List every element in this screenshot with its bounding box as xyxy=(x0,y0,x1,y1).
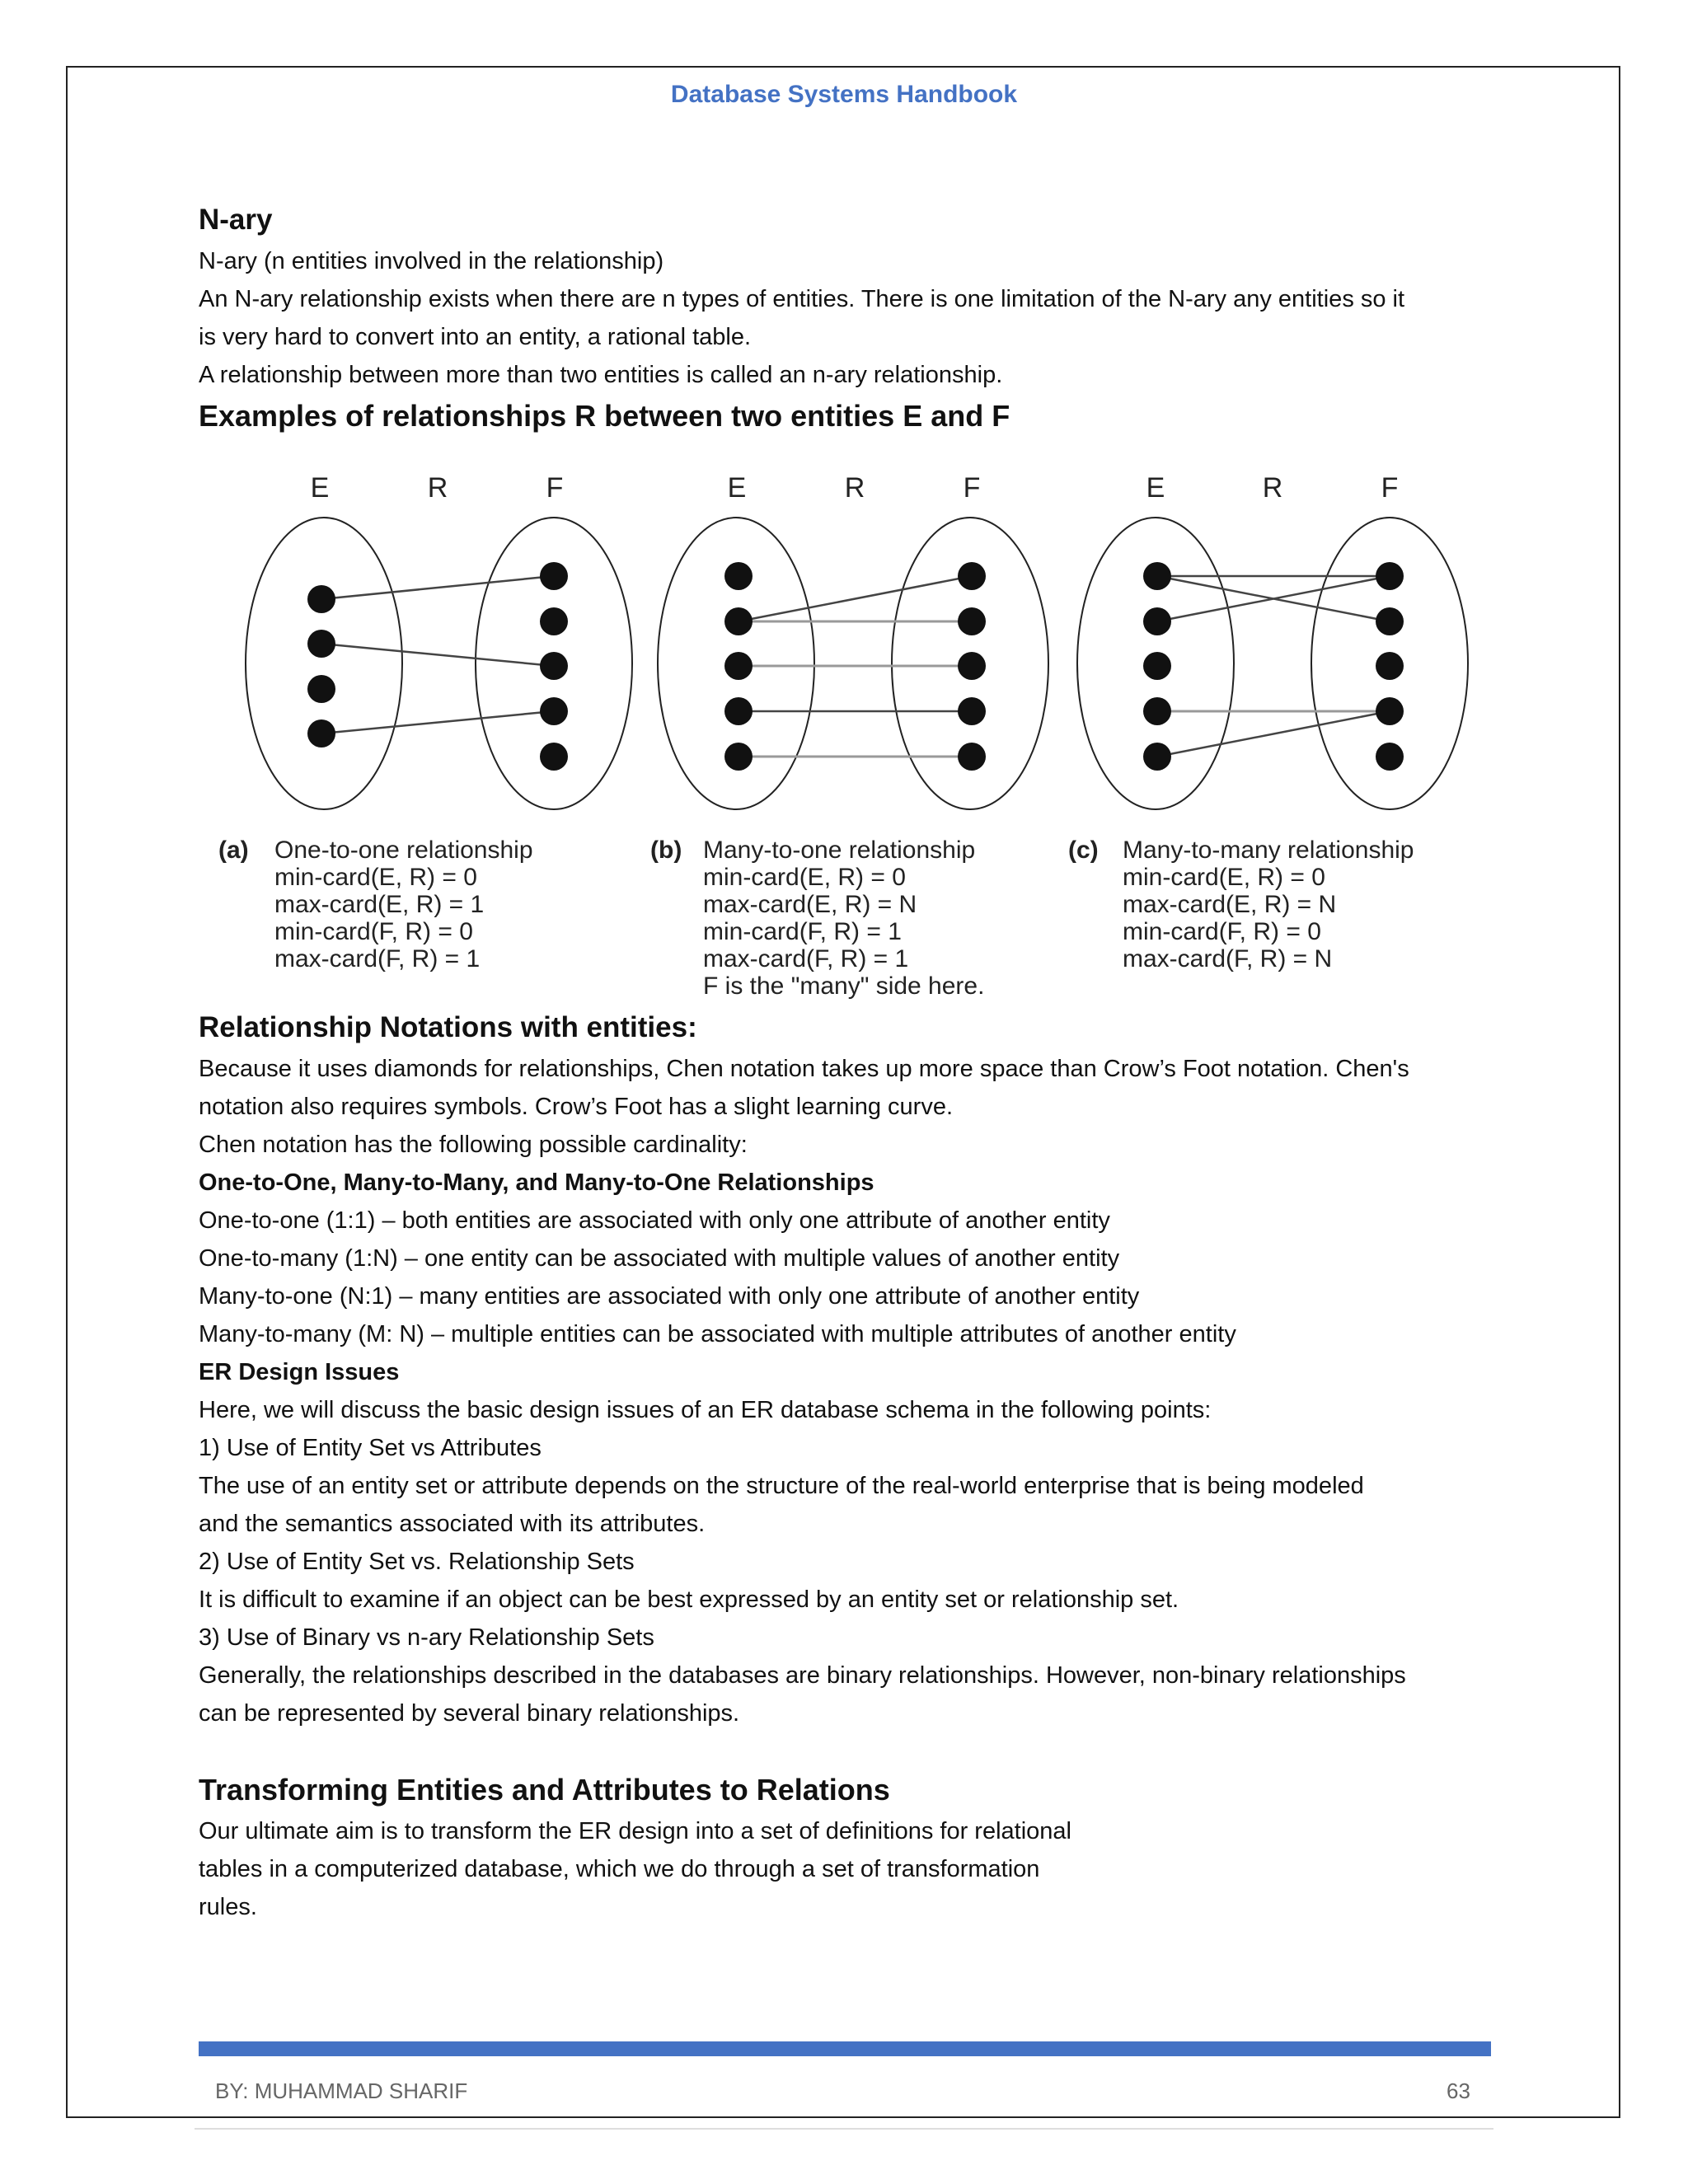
relationship-diagram xyxy=(199,458,1493,1002)
cardinality-line: Many-to-many (M: N) – multiple entities can be associated with multiple attributes of another entity xyxy=(199,1321,1236,1347)
panel-c xyxy=(1068,472,1468,972)
design-line: 2) Use of Entity Set vs. Relationship Sets xyxy=(199,1549,635,1575)
notations-line: Chen notation has the following possible cardinality: xyxy=(199,1132,748,1158)
caption-line: F is the "many" side here. xyxy=(703,972,985,1000)
caption-line: Many-to-one relationship xyxy=(703,837,976,864)
nary-heading: N-ary xyxy=(199,204,273,236)
entity-dot xyxy=(540,697,568,725)
entity-dot xyxy=(307,630,335,658)
relationship-line xyxy=(738,576,972,621)
examples-heading: Examples of relationships R between two entities E and F xyxy=(199,399,1010,433)
label-f: F xyxy=(546,472,564,504)
caption-line: min-card(F, R) = 0 xyxy=(1123,918,1321,945)
notations-line: notation also requires symbols. Crow’s Foot has a slight learning curve. xyxy=(199,1094,954,1120)
entity-e-ellipse xyxy=(246,518,402,809)
entity-dot xyxy=(724,743,753,771)
caption-line: max-card(F, R) = N xyxy=(1123,945,1333,972)
entity-dot xyxy=(1143,743,1171,771)
entity-dot xyxy=(540,607,568,635)
design-line: Generally, the relationships described in the databases are binary relationships. However, non-binary relationships xyxy=(199,1662,1406,1689)
entity-dot xyxy=(958,743,986,771)
nary-line: N-ary (n entities involved in the relationship) xyxy=(199,248,664,274)
label-e: E xyxy=(310,472,330,504)
cardinality-line: One-to-many (1:N) – one entity can be associated with multiple values of another entity xyxy=(199,1245,1120,1272)
entity-dot xyxy=(1143,697,1171,725)
entity-dot xyxy=(1143,562,1171,590)
caption-line: max-card(E, R) = 1 xyxy=(274,891,485,918)
entity-dot xyxy=(724,607,753,635)
footer-divider xyxy=(195,2128,1493,2130)
design-line: It is difficult to examine if an object can be best expressed by an entity set or relationship set. xyxy=(199,1586,1179,1613)
caption-line: One-to-one relationship xyxy=(274,837,533,864)
relationship-line xyxy=(321,576,554,599)
entity-dot xyxy=(958,562,986,590)
entity-dot xyxy=(1376,562,1404,590)
entity-dot xyxy=(1376,697,1404,725)
relationship-line xyxy=(1157,711,1390,757)
relationship-figure xyxy=(199,458,1493,1002)
caption-line: max-card(E, R) = N xyxy=(1123,891,1337,918)
caption-line: min-card(E, R) = 0 xyxy=(1123,864,1325,891)
design-line: 3) Use of Binary vs n-ary Relationship Sets xyxy=(199,1624,654,1651)
label-f: F xyxy=(1381,472,1399,504)
notations-line: Because it uses diamonds for relationships, Chen notation takes up more space than Crow’s Foot notation. Chen's xyxy=(199,1056,1409,1082)
cardinality-heading: One-to-One, Many-to-Many, and Many-to-One Relationships xyxy=(199,1169,874,1196)
entity-dot xyxy=(724,562,753,590)
caption-line: max-card(F, R) = 1 xyxy=(703,945,909,972)
relationship-line xyxy=(321,711,554,733)
caption-line: min-card(F, R) = 1 xyxy=(703,918,902,945)
entity-dot xyxy=(724,652,753,680)
caption-line: min-card(E, R) = 0 xyxy=(703,864,906,891)
caption-line: min-card(F, R) = 0 xyxy=(274,918,473,945)
transform-line: tables in a computerized database, which we do through a set of transformation xyxy=(199,1856,1040,1882)
caption-line: Many-to-many relationship xyxy=(1123,837,1414,864)
label-r: R xyxy=(1262,472,1283,504)
cardinality-line: One-to-one (1:1) – both entities are associated with only one attribute of another entity xyxy=(199,1207,1110,1234)
footer-author: BY: MUHAMMAD SHARIF xyxy=(215,2079,468,2103)
entity-dot xyxy=(307,585,335,613)
panel-a xyxy=(218,472,632,972)
entity-dot xyxy=(540,562,568,590)
entity-dot xyxy=(1143,652,1171,680)
panel-b xyxy=(650,472,1048,1000)
design-line: can be represented by several binary relationships. xyxy=(199,1700,740,1727)
label-e: E xyxy=(1146,472,1165,504)
nary-line: is very hard to convert into an entity, a rational table. xyxy=(199,324,752,350)
entity-dot xyxy=(307,719,335,748)
transform-heading: Transforming Entities and Attributes to Relations xyxy=(199,1773,890,1807)
label-f: F xyxy=(963,472,981,504)
label-e: E xyxy=(727,472,747,504)
notations-section xyxy=(199,1005,1493,1732)
caption-line: min-card(E, R) = 0 xyxy=(274,864,477,891)
transform-line: Our ultimate aim is to transform the ER design into a set of definitions for relational xyxy=(199,1818,1071,1844)
cardinality-line: Many-to-one (N:1) – many entities are associated with only one attribute of another entity xyxy=(199,1283,1140,1310)
entity-dot xyxy=(958,652,986,680)
label-r: R xyxy=(844,472,865,504)
entity-dot xyxy=(958,607,986,635)
caption-line: max-card(F, R) = 1 xyxy=(274,945,481,972)
entity-dot xyxy=(540,652,568,680)
design-line: and the semantics associated with its attributes. xyxy=(199,1511,706,1537)
design-line: The use of an entity set or attribute depends on the structure of the real-world enterprise that is being modeled xyxy=(199,1473,1364,1499)
transform-line: rules. xyxy=(199,1894,257,1920)
design-heading: ER Design Issues xyxy=(199,1359,400,1385)
entity-dot xyxy=(1376,652,1404,680)
header-title: Database Systems Handbook xyxy=(670,81,1018,108)
design-line: 1) Use of Entity Set vs Attributes xyxy=(199,1435,542,1461)
relationship-line xyxy=(321,644,554,666)
entity-dot xyxy=(724,697,753,725)
label-r: R xyxy=(427,472,448,504)
footer-bar xyxy=(199,2041,1491,2056)
page-number: 63 xyxy=(1447,2079,1470,2103)
entity-dot xyxy=(958,697,986,725)
entity-dot xyxy=(307,675,335,703)
caption-tag: (b) xyxy=(650,837,682,864)
design-line: Here, we will discuss the basic design issues of an ER database schema in the following points: xyxy=(199,1397,1212,1423)
entity-dot xyxy=(1376,743,1404,771)
entity-dot xyxy=(1376,607,1404,635)
caption-tag: (c) xyxy=(1068,837,1099,864)
transform-section xyxy=(199,1768,1493,1926)
caption-tag: (a) xyxy=(218,837,249,864)
entity-dot xyxy=(1143,607,1171,635)
entity-dot xyxy=(540,743,568,771)
nary-line: A relationship between more than two entities is called an n-ary relationship. xyxy=(199,362,1003,388)
notations-heading: Relationship Notations with entities: xyxy=(199,1011,697,1043)
nary-line: An N-ary relationship exists when there are n types of entities. There is one limitation of the N-ary any entities so it xyxy=(199,286,1405,312)
caption-line: max-card(E, R) = N xyxy=(703,891,917,918)
nary-section xyxy=(199,198,1493,438)
